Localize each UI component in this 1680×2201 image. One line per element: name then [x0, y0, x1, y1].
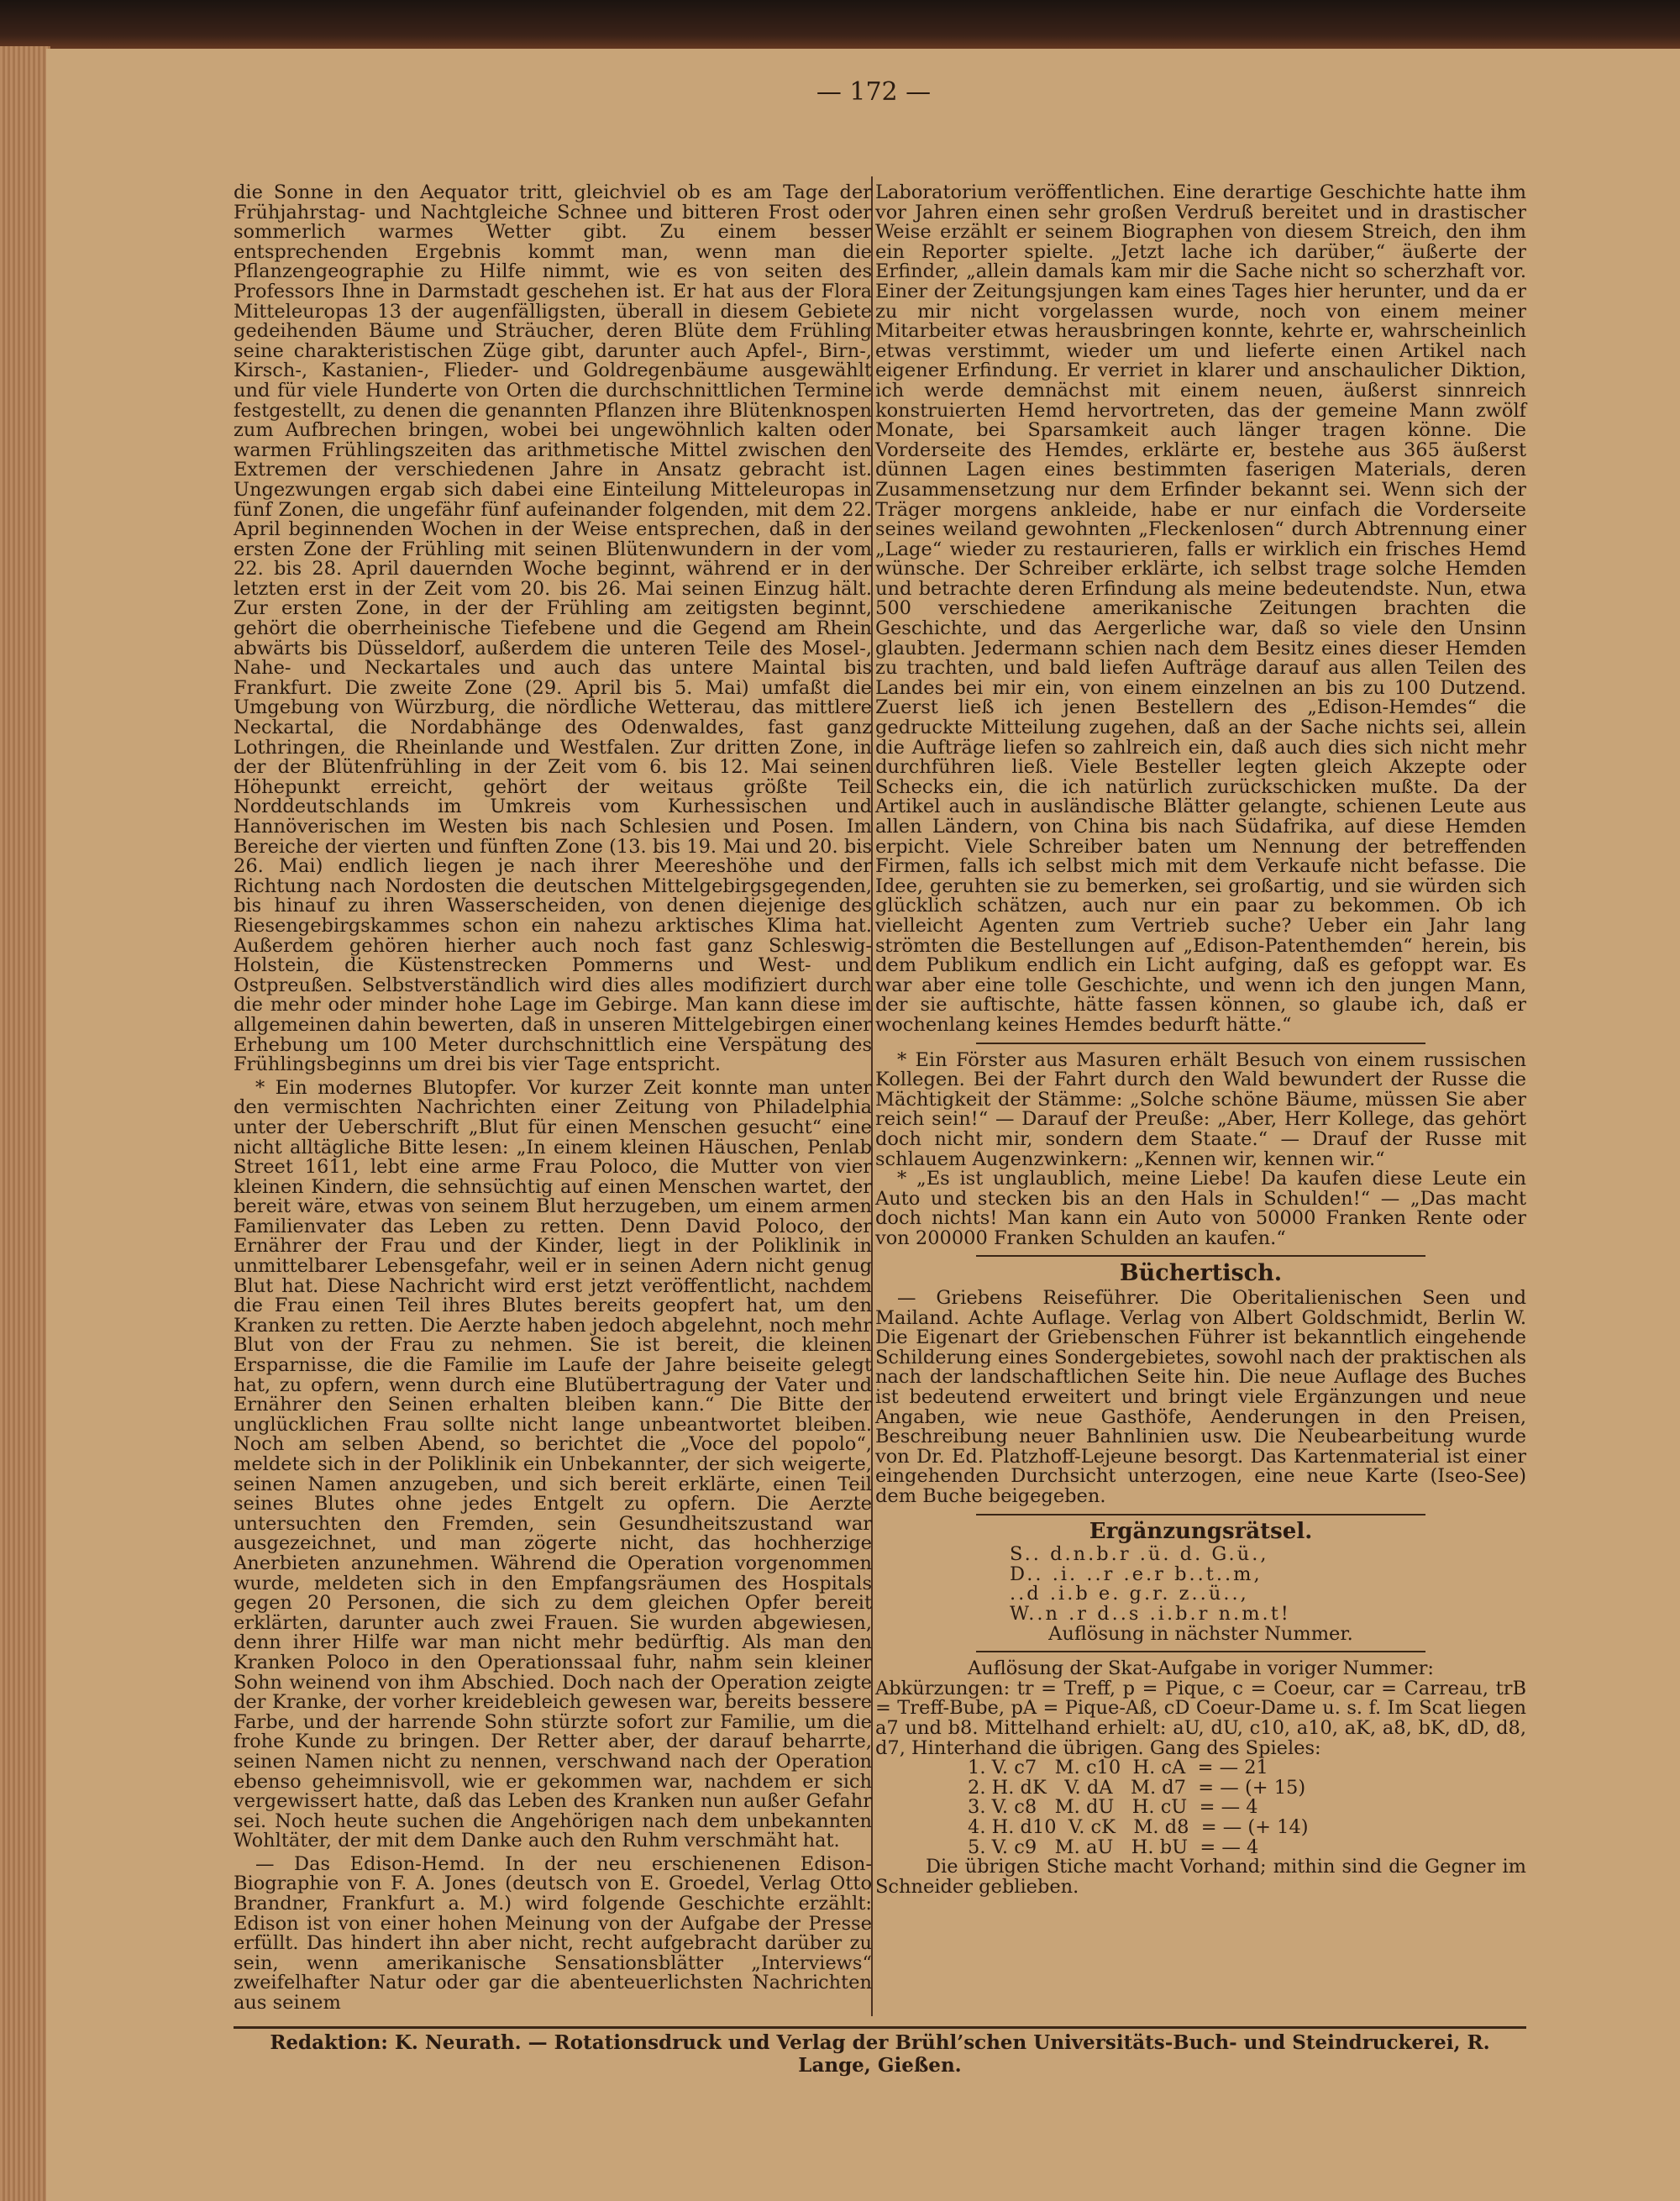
puzzle-lines [875, 1545, 1526, 1624]
skat-trick: 1. V. c7 M. c10 H. cA = — 21 [968, 1757, 1268, 1779]
puzzle-line: D.. .i. ..r .e.r b..t..m, [1010, 1563, 1263, 1585]
skat-games [875, 1758, 1526, 1857]
article-blood-sacrifice: * Ein modernes Blutopfer. Vor kurzer Zeit konnte man unter den vermischten Nachrichten einer Zeitung von Philadelphia unter der Ueberschrift „Blut für einen Menschen gesucht“ eine nicht alltägliche Bitte lesen: „In einem kleinen Häuschen, Penlab Street 1611, lebt eine arme Frau Poloco, die Mutter von vier kleinen Kindern, die sehnsüchtig auf einen Menschen wartet, der bereit wäre, etwas von seinem Blut herzugeben, um einem armen Familienvater das Leben zu retten. Denn David Poloco, der Ernährer der Frau und der Kinder, liegt in der Poliklinik in unmittelbarer Lebensgefahr, weil er in seinen Adern nicht genug Blut hat. Diese Nachricht wird erst jetzt veröffentlicht, nachdem die Frau einen Teil ihres Blutes bereits geopfert hat, um den Kranken zu retten. Die Aerzte haben jedoch abgelehnt, noch mehr Blut von der Frau zu nehmen. Sie ist bereit, die kleinen Ersparnisse, die die Familie im Laufe der Jahre beiseite gelegt hat, zu opfern, wenn durch eine Blutübertragung der Vater und Ernährer den Seinen erhalten bleiben kann.“ Die Bitte der unglücklichen Frau sollte nicht lange unbeantwortet bleiben. Noch am selben Abend, so berichtet die „Voce del popolo“, meldete sich in der Poliklinik ein Unbekannter, der sich weigerte, seinen Namen anzugeben, und sich bereit erklärte, einen Teil seines Blutes ohne jedes Entgelt zu opfern. Die Aerzte untersuchten den Fremden, sein Gesundheitszustand war ausgezeichnet, und man zögerte nicht, das hochherzige Anerbieten anzunehmen. Während die Operation vorgenommen wurde, meldeten sich in den Empfangsräumen des Hospitals gegen 20 Personen, die sich zu dem gleichen Opfer bereit erklärten, darunter auch zwei Frauen. Sie wurden abgewiesen, denn ihrer Hilfe war man nicht mehr bedürftig. Als man den Kranken Poloco in den Operationssaal fuhr, nahm sein kleiner Sohn weinend von ihm Abschied. Doch nach der Operation zeigte der Kranke, der vorher kreidebleich gewesen war, bereits bessere Farbe, und der harrende Sohn stürzte sofort zur Familie, um die frohe Kunde zu bringen. Der Retter aber, der darauf beharrte, seinen Namen nicht zu nennen, verschwand nach der Operation ebenso geheimnisvoll, wie er gekommen war, nachdem er sich vergewissert hatte, daß das Leben des Kranken nun außer Gefahr sei. Noch heute suchen die Angehörigen nach dem unbekannten Wohltäter, der mit dem Danke auch den Ruhm verschmäht hat. [234, 1076, 872, 1852]
book-review-grieben: — Griebens Reiseführer. Die Oberitalienischen Seen und Mailand. Achte Auflage. Verlag von Albert Goldschmidt, Berlin W. Die Eigenart der Griebenschen Führer ist bekanntlich eingehende Schilderung eines Sondergebietes, sowohl nach der praktischen als nach der landschaftlichen Seite hin. Die neue Auflage des Buches ist bedeutend erweitert und bringt viele Ergänzungen und neue Angaben, wie neue Gasthöfe, Aenderungen in den Preisen, Beschreibung neuer Bahnlinien usw. Die Neubearbeitung wurde von Dr. Ed. Platzhoff-Lejeune besorgt. Das Kartenmaterial ist einer eingehenden Durchsicht unterzogen, eine neue Karte (Iseo-See) dem Buche beigegeben. [875, 1287, 1526, 1507]
book-spine [0, 0, 1680, 50]
imprint-footer: Redaktion: K. Neurath. — Rotationsdruck und Verlag der Brühl’schen Universitäts-Buch- und Steindruckerei, R. Lange, Gießen. [270, 2031, 1490, 2077]
section-rule [976, 1514, 1425, 1515]
book-edge [0, 46, 50, 2201]
section-rule [976, 1043, 1425, 1044]
puzzle-note: Auflösung in nächster Nummer. [1048, 1622, 1353, 1645]
skat-trick: 2. H. dK V. dA M. d7 = — (+ 15) [968, 1776, 1306, 1799]
skat-trick: 4. H. d10 V. cK M. d8 = — (+ 14) [968, 1815, 1309, 1838]
article-spring-zones: die Sonne in den Aequator tritt, gleichviel ob es am Tage der Frühjahrstag- und Nachtgleiche Schnee und bitteren Frost oder sommerlich warmes Wetter gibt. Zu einem besser entsprechenden Ergebnis kommt man, wenn man die Pflanzengeographie zu Hilfe nimmt, wie es von seiten des Professors Ihne in Darmstadt geschehen ist. Er hat aus der Flora Mitteleuropas 13 der augenfälligsten, überall in diesem Gebiete gedeihenden Bäume und Sträucher, deren Blüte dem Frühling seine charakteristischen Züge gibt, darunter auch Apfel-, Birn-, Kirsch-, Kastanien-, Flieder- und Goldregenbäume ausgewählt und für viele Hunderte von Orten die durchschnittlichen Termine festgestellt, zu denen die genannten Pflanzen ihre Blütenknospen zum Aufbrechen bringen, wobei bei ungewöhnlich kalten oder warmen Frühlingszeiten das arithmetische Mittel zwischen den Extremen der verschiedenen Jahre in Ansatz gebracht ist. Ungezwungen ergab sich dabei eine Einteilung Mitteleuropas in fünf Zonen, die ungefähr fünf aufeinander folgenden, mit dem 22. April beginnenden Wochen in der Weise entsprechen, daß in der ersten Zone der Frühling mit seinen Blütenwundern in der vom 22. bis 28. April dauernden Woche beginnt, während er in der letzten erst in der Zeit vom 20. bis 26. Mai seinen Einzug hält. Zur ersten Zone, in der der Frühling am zeitigsten beginnt, gehört die oberrheinische Tiefebene und die Gegend am Rhein abwärts bis Düsseldorf, außerdem die unteren Teile des Mosel-, Nahe- und Neckartales und auch das untere Maintal bis Frankfurt. Die zweite Zone (29. April bis 5. Mai) umfaßt die Umgebung von Würzburg, die nördliche Wetterau, das mittlere Neckartal, die Nordabhänge des Odenwaldes, fast ganz Lothringen, die Rheinlande und Westfalen. Zur dritten Zone, in der der Blütenfrühling in der Zeit vom 6. bis 12. Mai seinen Höhepunkt erreicht, gehört der weitaus größte Teil Norddeutschlands im Umkreis vom Kurhessischen und Hannöverischen im Westen bis nach Schlesien und Posen. Im Bereiche der vierten und fünften Zone (13. bis 19. Mai und 20. bis 26. Mai) endlich liegen je nach ihrer Meereshöhe und der Richtung nach Nordosten die deutschen Mittelgebirgsgegenden, bis hinauf zu ihren Wasserscheiden, von denen diejenige des Riesengebirgskammes schon ein nahezu arktisches Klima hat. Außerdem gehören hierher auch noch fast ganz Schleswig-Holstein, die Küstenstrecken Pommerns und West- und Ostpreußen. Selbstverständlich wird dies alles modifiziert durch die mehr oder minder hohe Lage im Gebirge. Man kann diese im allgemeinen dahin bewerten, daß in unseren Mittelgebirgen einer Erhebung um 100 Meter durchschnittlich eine Verspätung des Frühlingsbeginns um drei bis vier Tage entspricht. [234, 181, 872, 1076]
left-column [234, 183, 872, 2014]
footer-rule [234, 2026, 1526, 2029]
article-edison-shirt: — Das Edison-Hemd. In der neu erschienenen Edison-Biographie von F. A. Jones (deutsch von E. Groedel, Verlag Otto Brandner, Frankfurt a. M.) wird folgende Geschichte erzählt: Edison ist von einer hohen Meinung von der Aufgabe der Presse erfüllt. Das hindert ihn aber nicht, recht aufgebracht darüber zu sein, wenn amerikanische Sensationsblätter „Interviews“ zweifelhafter Natur oder gar die abenteuerlichsten Nachrichten aus seinem [234, 1852, 872, 2015]
skat-trick: 3. V. c8 M. dU H. cU = — 4 [968, 1796, 1258, 1819]
joke-auto: * „Es ist unglaublich, meine Liebe! Da kaufen diese Leute ein Auto und stecken bis an den Hals in Schulden!“ — „Das macht doch nichts! Man kann ein Auto von 50000 Franken Rente oder von 200000 Franken Schulden an kaufen.“ [875, 1168, 1526, 1249]
joke-forester: * Ein Förster aus Masuren erhält Besuch von einem russischen Kollegen. Bei der Fahrt durch den Wald bewundert der Russe die Mächtigkeit der Stämme: „Solche schöne Bäume, müssen Sie aber reich sein!“ — Darauf der Preuße: „Aber, Herr Kollege, das gehört doch nicht mir, sondern dem Staate.“ — Drauf der Russe mit schlauem Augenzwinkern: „Kennen wir, kennen wir.“ [875, 1048, 1526, 1170]
section-rule [976, 1651, 1425, 1652]
right-column [875, 183, 1526, 1897]
skat-title: Auflösung der Skat-Aufgabe in voriger Nummer: [967, 1657, 1435, 1680]
skat-outro: Die übrigen Stiche macht Vorhand; mithin sind die Gegner im Schneider geblieben. [875, 1856, 1526, 1898]
book-table-heading: Büchertisch. [1119, 1260, 1283, 1287]
page-number: — 172 — [816, 77, 932, 107]
puzzle-line: S.. d.n.b.r .ü. d. G.ü., [1010, 1543, 1269, 1566]
section-rule [976, 1255, 1425, 1257]
puzzle-heading: Ergänzungsrätsel. [1089, 1518, 1313, 1544]
article-edison-shirt-cont: Laboratorium veröffentlichen. Eine derartige Geschichte hatte ihm vor Jahren einen sehr großen Verdruß bereitet und in drastischer Weise erzählt er seinem Biographen von diesem Streich, den ihm ein Reporter spielte. „Jetzt lache ich darüber,“ äußerte der Erfinder, „allein damals kam mir die Sache nicht so scherzhaft vor. Einer der Zeitungsjungen kam eines Tages hier herunter, und da er zu mir nicht vorgelassen wurde, noch von einem meiner Mitarbeiter etwas herausbringen konnte, kehrte er, wahrscheinlich etwas verstimmt, wieder um und lieferte einen Artikel nach eigener Erfindung. Er verriet in klarer und anschaulicher Diktion, ich werde demnächst mit einem neuen, äußerst sinnreich konstruierten Hemd hervortreten, das der gemeine Mann zwölf Monate, bei Sparsamkeit auch länger tragen könne. Die Vorderseite des Hemdes, erklärte er, bestehe aus 365 äußerst dünnen Lagen eines bestimmten faserigen Materials, deren Zusammensetzung nur dem Erfinder bekannt sei. Wenn sich der Träger morgens ankleide, habe er nur einfach die Vorderseite seines weiland gewohnten „Fleckenlosen“ durch Abtrennung einer „Lage“ wieder zu restaurieren, falls er wirklich ein frisches Hemd wünsche. Der Schreiber erklärte, ich selbst trage solche Hemden und betrachte deren Erfindung als meine bedeutendste. Nun, etwa 500 verschiedene amerikanische Zeitungen brachten die Geschichte, und das Aergerliche war, daß so viele den Unsinn glaubten. Jedermann schien nach dem Besitz eines dieser Hemden zu trachten, und bald liefen Aufträge darauf aus allen Teilen des Landes bei mir ein, von einem einzelnen an bis zu 100 Dutzend. Zuerst ließ ich jenen Bestellern des „Edison-Hemdes“ die gedruckte Mitteilung zugehen, daß an der Sache nichts sei, allein die Aufträge liefen so zahlreich ein, daß auch dies sich nicht mehr durchführen ließ. Viele Besteller legten gleich Akzepte oder Schecks ein, die ich natürlich zurückschicken mußte. Da der Artikel auch in ausländische Blätter gelangte, schienen Leute aus allen Ländern, von China bis nach Südafrika, auf diese Hemden erpicht. Viele Schreiber baten um Nennung der betreffenden Firmen, falls ich selbst mich mit dem Verkaufe nicht befasse. Die Idee, geruhten sie zu bemerken, sei großartig, und sie würden sich glücklich schätzen, auch nur ein paar zu bekommen. Ob ich vielleicht Agenten zum Vertrieb suche? Ueber ein Jahr lang strömten die Bestellungen auf „Edison-Patenthemden“ herein, bis dem Publikum endlich ein Licht aufging, daß es gefoppt war. Es war aber eine tolle Geschichte, und wenn ich den jungen Mann, der sie auftischte, hätte fassen können, so glaube ich, daß er wochenlang keines Hemdes bedurft hätte.“ [875, 181, 1526, 1036]
skat-intro: Abkürzungen: tr = Treff, p = Pique, c = Coeur, car = Carreau, trB = Treff-Bube, pA = Pique-Aß, cD Coeur-Dame u. s. f. Im Scat liegen a7 und b8. Mittelhand erhielt: aU, dU, c10, a10, aK, a8, bK, dD, d8, d7, Hinterhand die übrigen. Gang des Spieles: [875, 1677, 1526, 1759]
puzzle-line: ..d .i.b e. g.r. z..ü.., [1010, 1583, 1249, 1605]
puzzle-line: W..n .r d..s .i.b.r n.m.t! [1010, 1602, 1291, 1625]
skat-trick: 5. V. c9 M. aU H. bU = — 4 [968, 1836, 1259, 1858]
